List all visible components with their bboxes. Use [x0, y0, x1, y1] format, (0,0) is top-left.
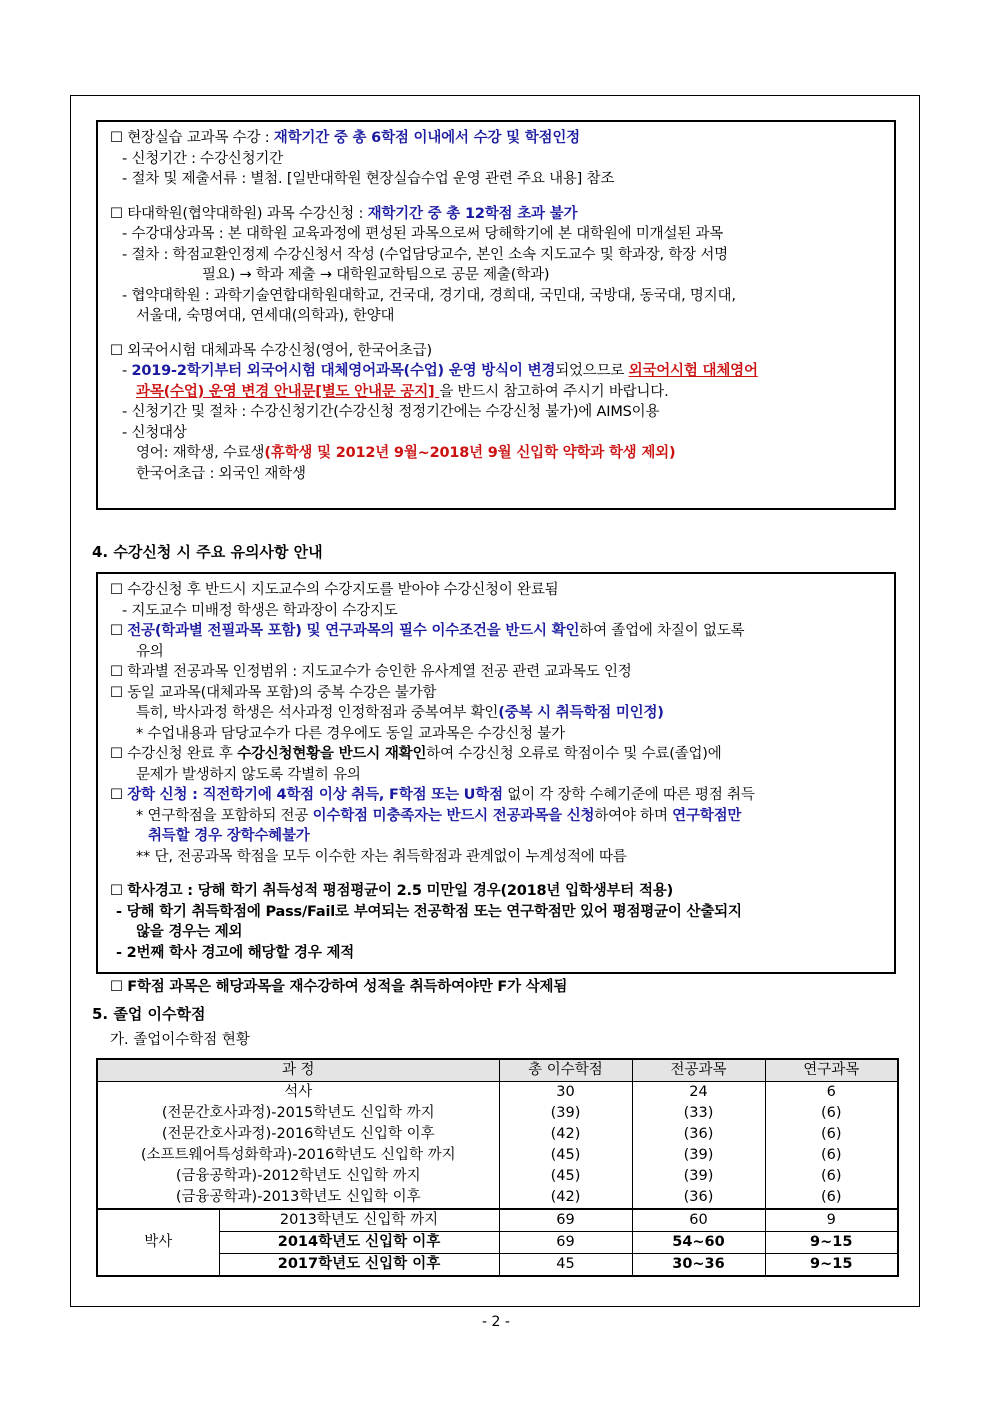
text-line	[110, 204, 886, 225]
table-cell: 6	[765, 1082, 898, 1104]
text-segment: 필요) → 학과 제출 → 대학원교학팀으로 공문 제출(학과)	[202, 267, 550, 283]
section-heading-5: 5. 졸업 이수학점	[92, 1005, 206, 1023]
table-row	[97, 1145, 898, 1166]
notice-box-registration	[96, 120, 896, 510]
table-cell: 석사	[97, 1082, 499, 1104]
text-line	[110, 341, 886, 362]
header-major-credits: 전공과목	[632, 1059, 765, 1082]
text-segment: 장학 신청 : 직전학기에 4학점 이상 취득, F학점 또는 U학점	[127, 787, 503, 803]
table-cell: 2017학년도 신입학 이후	[219, 1254, 499, 1277]
text-line	[110, 128, 886, 149]
text-segment: 재학기간 중 총 6학점 이내에서 수강 및 학점인정	[273, 130, 580, 146]
table-row	[97, 1124, 898, 1145]
text-segment: ☐ 타대학원(협약대학원) 과목 수강신청 :	[110, 205, 368, 222]
spacer	[110, 867, 886, 881]
table-cell: (33)	[632, 1103, 765, 1124]
text-line	[110, 423, 886, 444]
table-cell: (6)	[765, 1124, 898, 1145]
text-segment: 하여 수강신청 오류로 학점이수 및 수료(졸업)에	[426, 746, 722, 762]
text-line	[110, 149, 886, 170]
table-cell: 69	[499, 1232, 632, 1254]
text-line	[110, 402, 886, 423]
text-segment: F학점 과목은 해당과목을 재수강하여 성적을 취득하여야만 F가 삭제됨	[127, 979, 568, 995]
text-line	[110, 765, 886, 786]
text-segment: * 수업내용과 담당교수가 다른 경우에도 동일 교과목은 수강신청 불가	[136, 725, 565, 742]
text-line	[110, 306, 886, 327]
text-line	[110, 826, 886, 847]
text-segment: 유의	[136, 643, 164, 660]
table-cell: (전문간호사과정)-2016학년도 신입학 이후	[97, 1124, 499, 1145]
text-segment: - 신청대상	[122, 424, 187, 441]
text-segment: 한국어초급 : 외국인 재학생	[136, 465, 306, 482]
text-segment: ☐	[110, 979, 128, 995]
text-line	[110, 642, 886, 663]
text-line	[110, 922, 886, 943]
table-cell: (36)	[632, 1187, 765, 1209]
table-cell: 24	[632, 1082, 765, 1104]
text-segment: 전공(학과별 전필과목 포함) 및 연구과목의 필수 이수조건을 반드시 확인	[127, 623, 580, 639]
text-segment: - 절차 : 학점교환인정제 수강신청서 작성 (수업담당교수, 본인 소속 지도교수 및 학과장, 학장 서명	[122, 246, 728, 263]
text-line	[110, 382, 886, 403]
text-segment: 서울대, 숙명여대, 연세대(의학과), 한양대	[136, 308, 395, 324]
table-cell: 30	[499, 1082, 632, 1104]
text-segment: ☐ 외국어시험 대체과목 수강신청(영어, 한국어초급)	[110, 342, 432, 359]
text-segment: 2019-2학기부터 외국어시험 대체영어과목(수업) 운영 방식이 변경	[131, 363, 556, 379]
text-segment: ** 단, 전공과목 학점을 모두 이수한 자는 취득학점과 관계없이 누계성적에 따름	[136, 848, 627, 865]
text-segment: 연구학점만	[672, 807, 742, 824]
text-segment: - 협약대학원 : 과학기술연합대학원대학교, 건국대, 경기대, 경희대, 국민대, 국방대, 동국대, 명지대,	[122, 287, 736, 304]
text-segment: 않을 경우는 제외	[136, 924, 243, 940]
header-total-credits: 총 이수학점	[499, 1059, 632, 1082]
table-cell: (39)	[632, 1166, 765, 1187]
text-segment: 외국어시험 대체영어	[628, 363, 758, 379]
text-segment: * 연구학점을 포함하되 전공	[136, 807, 313, 824]
text-segment: ☐ 수강신청 완료 후	[110, 746, 238, 762]
table-row	[97, 1166, 898, 1187]
table-cell: 9~15	[765, 1254, 898, 1277]
text-segment: 이수학점 미충족자는 반드시 전공과목을 신청	[312, 807, 595, 824]
text-segment: - 수강대상과목 : 본 대학원 교육과정에 편성된 과목으로써 당해학기에 본 대학원에 미개설된 과목	[122, 226, 724, 242]
header-research-credits: 연구과목	[765, 1059, 898, 1082]
text-segment: 을 반드시 참고하여 주시기 바랍니다.	[439, 383, 669, 400]
table-cell: (전문간호사과정)-2015학년도 신입학 까지	[97, 1103, 499, 1124]
spacer	[110, 190, 886, 204]
text-segment: - 지도교수 미배정 학생은 학과장이 수강지도	[122, 602, 398, 619]
text-segment: 문제가 발생하지 않도록 각별히 유의	[136, 766, 361, 783]
spacer	[110, 963, 886, 977]
table-cell: (45)	[499, 1166, 632, 1187]
text-line	[110, 169, 886, 190]
text-line	[110, 744, 886, 765]
text-line	[110, 265, 886, 286]
text-segment: 학사경고 : 당해 학기 취득성적 평점평균이 2.5 미만일 경우(2018년 입학생부터 적용)	[127, 883, 674, 899]
text-line	[110, 881, 886, 902]
text-line	[110, 601, 886, 622]
text-segment: 과목(수업) 운영 변경 안내문[별도 안내문 공지]	[136, 383, 440, 400]
text-segment: (휴학생 및 2012년 9월~2018년 9월 신입학 약학과 학생 제외)	[264, 445, 676, 461]
table-cell: (42)	[499, 1187, 632, 1209]
text-segment: 취득할 경우 장학수혜불가	[148, 828, 310, 844]
text-segment: - 당해 학기 취득학점에 Pass/Fail로 부여되는 전공학점 또는 연구학점만 있어 평점평균이 산출되지	[116, 903, 742, 920]
table-header-row	[97, 1059, 898, 1082]
text-line	[110, 703, 886, 724]
table-cell: 60	[632, 1209, 765, 1232]
text-line	[110, 224, 886, 245]
text-segment: - 절차 및 제출서류 : 별첨. [일반대학원 현장실습수업 운영 관련 주요 내용] 참조	[122, 171, 615, 187]
text-line	[110, 785, 886, 806]
table-cell: 45	[499, 1254, 632, 1277]
text-segment: ☐	[110, 883, 128, 899]
table-cell: (6)	[765, 1103, 898, 1124]
text-line	[110, 724, 886, 745]
text-segment: ☐ 동일 교과목(대체과목 포함)의 중복 수강은 불가함	[110, 684, 437, 701]
text-segment: 없이 각 장학 수혜기준에 따른 평점 취득	[502, 787, 755, 803]
text-line	[110, 443, 886, 464]
text-line	[110, 847, 886, 868]
text-segment: ☐	[110, 787, 128, 803]
text-line	[110, 943, 886, 964]
table-cell: (39)	[499, 1103, 632, 1124]
text-segment: 하여야 하며	[594, 807, 673, 824]
text-segment: 특히, 박사과정 학생은 석사과정 인정학점과 중복여부 확인	[136, 705, 499, 721]
text-line	[110, 662, 886, 683]
text-segment: 영어: 재학생, 수료생	[136, 445, 265, 461]
spacer	[110, 327, 886, 341]
text-segment: - 신청기간 : 수강신청기간	[122, 150, 284, 167]
text-line	[110, 464, 886, 485]
table-cell: 69	[499, 1209, 632, 1232]
text-segment: (중복 시 취득학점 미인정)	[498, 705, 664, 721]
table-cell: 2013학년도 신입학 까지	[219, 1209, 499, 1232]
text-line	[110, 977, 886, 998]
text-segment: 수강신청현황을 반드시 재확인	[237, 746, 427, 762]
header-course: 과 정	[97, 1059, 499, 1082]
table-cell: (6)	[765, 1187, 898, 1209]
table-row	[97, 1103, 898, 1124]
table-cell: (소프트웨어특성화학과)-2016학년도 신입학 까지	[97, 1145, 499, 1166]
text-line	[110, 683, 886, 704]
table-cell: (6)	[765, 1166, 898, 1187]
text-segment: - 신청기간 및 절차 : 수강신청기간(수강신청 정정기간에는 수강신청 불가)에 AIMS이용	[122, 404, 660, 420]
table-cell: (45)	[499, 1145, 632, 1166]
table-row	[97, 1082, 898, 1104]
table-cell: (금융공학과)-2012학년도 신입학 까지	[97, 1166, 499, 1187]
text-segment: ☐ 학과별 전공과목 인정범위 : 지도교수가 승인한 유사계열 전공 관련 교과목도 인정	[110, 664, 632, 680]
text-line	[110, 580, 886, 601]
table-cell: 54~60	[632, 1232, 765, 1254]
graduation-credits-table	[96, 1058, 899, 1277]
text-segment: ☐ 수강신청 후 반드시 지도교수의 수강지도를 받아야 수강신청이 완료됨	[110, 582, 559, 598]
text-line	[110, 902, 886, 923]
text-segment: 되었으므로	[555, 363, 629, 379]
table-cell: (금융공학과)-2013학년도 신입학 이후	[97, 1187, 499, 1209]
text-segment: 하여 졸업에 차질이 없도록	[579, 623, 745, 639]
text-segment: ☐ 현장실습 교과목 수강 :	[110, 130, 274, 146]
text-segment: ☐	[110, 623, 128, 639]
table-row	[97, 1187, 898, 1209]
table-cell: 9~15	[765, 1232, 898, 1254]
table-cell: (39)	[632, 1145, 765, 1166]
text-line	[110, 286, 886, 307]
text-line	[110, 245, 886, 266]
table-cell: 2014학년도 신입학 이후	[219, 1232, 499, 1254]
table-cell: 30~36	[632, 1254, 765, 1277]
table-cell: 9	[765, 1209, 898, 1232]
table-cell: (6)	[765, 1145, 898, 1166]
table-cell: (36)	[632, 1124, 765, 1145]
table-cell: (42)	[499, 1124, 632, 1145]
phd-label-cell: 박사	[97, 1209, 219, 1276]
notice-box-precautions	[96, 572, 896, 995]
table-row	[97, 1209, 898, 1232]
subheading-graduation-credits: 가. 졸업이수학점 현황	[110, 1032, 250, 1048]
text-line	[110, 361, 886, 382]
page-number: - 2 -	[482, 1314, 510, 1330]
text-segment: 재학기간 중 총 12학점 초과 불가	[367, 205, 578, 222]
text-segment: - 2번째 학사 경고에 해당할 경우 제적	[116, 944, 355, 961]
text-segment: -	[122, 363, 132, 379]
section-heading-4: 4. 수강신청 시 주요 유의사항 안내	[92, 543, 323, 561]
text-line	[110, 806, 886, 827]
text-line	[110, 621, 886, 642]
